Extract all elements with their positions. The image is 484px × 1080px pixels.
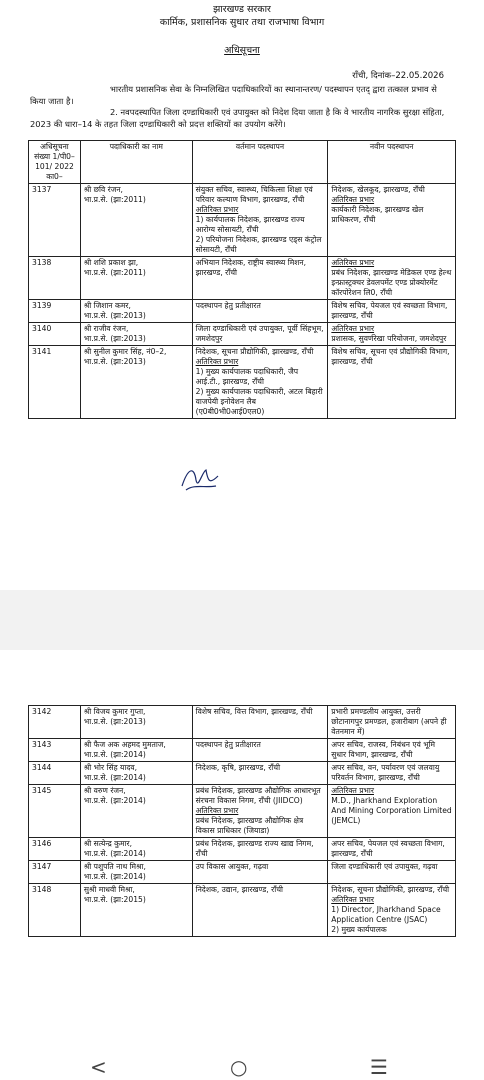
additional-charge-label: अतिरिक्त प्रभार	[331, 786, 374, 795]
officer-name: श्री फैज अक अहमद मुमताज, भा.प्र.से. (झा:2014)	[83, 740, 166, 759]
cell-current-posting	[192, 762, 328, 785]
government-name: झारखण्ड सरकार	[213, 4, 271, 15]
notification-number: 3145	[32, 786, 52, 795]
cell-notification-number	[29, 785, 81, 838]
col-header-number: अधिसूचना संख्या 1/पी0–101/ 2022 का0–	[29, 141, 81, 184]
cell-notification-number	[29, 861, 81, 884]
new-posting: जिला दण्डाधिकारी एवं उपायुक्त, गढ़वा	[331, 862, 438, 871]
cell-officer-name	[80, 739, 192, 762]
officer-name: श्री शशि प्रकाश झा, भा.प्र.से. (झा:2011)	[83, 258, 146, 277]
menu-icon[interactable]: ☰	[370, 1055, 388, 1079]
table-row	[29, 838, 456, 861]
cell-new-posting	[328, 706, 456, 739]
new-posting: प्रभारी प्रमण्डलीय आयुक्त, उत्तरी छोटानागपुर प्रमण्डल, हजारीबाग (अपने ही वेतनमान में)	[331, 707, 447, 736]
notification-number: 3142	[32, 707, 52, 716]
cell-new-posting	[328, 762, 456, 785]
additional-charge-label: अतिरिक्त प्रभार	[195, 205, 239, 214]
cell-notification-number	[29, 838, 81, 861]
additional-charge-label: अतिरिक्त प्रभार	[195, 806, 239, 815]
table-row	[29, 861, 456, 884]
additional-charge-detail: प्रबंध निदेशक, झारखण्ड औद्योगिक क्षेत्र विकास प्राधिकार (जियाडा)	[195, 816, 304, 835]
current-posting: निदेशक, कृषि, झारखण्ड, राँची	[195, 763, 281, 772]
cell-notification-number	[29, 300, 81, 323]
current-posting: निदेशक, सूचना प्रौद्योगिकी, झारखण्ड, राँची	[195, 347, 314, 356]
additional-charge-detail: प्रबंध निदेशक, झारखण्ड मेडिकल एण्ड हेल्थ इन्फ्रास्ट्रक्चर डेवलपमेंट एण्ड प्रोक्योरमेंट कॉरपोरेशन लि0, राँची	[331, 268, 452, 297]
additional-charge-detail: प्रशासक, सुवर्णरेखा परियोजना, जमशेदपुर	[331, 334, 447, 343]
cell-new-posting	[328, 739, 456, 762]
current-posting: प्रबंध निदेशक, झारखण्ड औद्योगिक आधारभूत संरचना विकास निगम, राँची (JIIDCO)	[195, 786, 321, 805]
officer-name: श्री सुनील कुमार सिंह, नं0–2, भा.प्र.से. (झा:2013)	[83, 347, 167, 366]
additional-charge-label: अतिरिक्त प्रभार	[331, 895, 374, 904]
additional-charge-label: अतिरिक्त प्रभार	[331, 195, 375, 204]
new-posting: विशेष सचिव, सूचना एवं प्रौद्योगिकी विभाग, झारखण्ड, राँची	[331, 347, 450, 366]
cell-officer-name	[80, 884, 192, 937]
notification-number: 3144	[32, 763, 52, 772]
current-posting: प्रबंध निदेशक, झारखण्ड राज्य खाद्य निगम, राँची	[195, 839, 314, 858]
cell-new-posting	[328, 838, 456, 861]
cell-officer-name	[80, 300, 192, 323]
table-row	[29, 739, 456, 762]
page-gap	[0, 590, 484, 650]
notification-number: 3139	[32, 301, 52, 310]
notification-number: 3146	[32, 839, 52, 848]
cell-notification-number	[29, 323, 81, 346]
officer-name: श्री राजीव रंजन, भा.प्र.से. (झा:2013)	[83, 324, 146, 343]
transfer-table-page-1	[28, 140, 456, 419]
officer-name: श्री जिशान कमर, भा.प्र.से. (झा:2013)	[83, 301, 146, 320]
cell-new-posting	[328, 184, 456, 257]
cell-officer-name	[80, 323, 192, 346]
transfer-table-page-2	[28, 705, 456, 937]
table-row	[29, 323, 456, 346]
notification-number: 3138	[32, 258, 52, 267]
cell-current-posting	[192, 785, 328, 838]
signature	[180, 462, 220, 494]
current-posting: जिला दण्डाधिकारी एवं उपायुक्त, पूर्वी सिंहभूम, जमशेदपुर	[195, 324, 324, 343]
paragraph-1: भारतीय प्रशासनिक सेवा के निम्नलिखित पदाधिकारियों का स्थानान्तरण/ पदस्थापन एतद् द्वारा तत्काल प्रभाव से किया जाता है।	[30, 84, 437, 106]
cell-notification-number	[29, 706, 81, 739]
notification-date: राँची, दिनांक–22.05.2026	[352, 71, 444, 81]
officer-name: सुश्री माधवी मिश्रा, भा.प्र.से. (झा:2015)	[83, 885, 146, 904]
cell-current-posting	[192, 257, 328, 300]
cell-new-posting	[328, 323, 456, 346]
notification-number: 3141	[32, 347, 52, 356]
cell-current-posting	[192, 346, 328, 419]
cell-new-posting	[328, 884, 456, 937]
notification-number: 3137	[32, 185, 52, 194]
officer-name: श्री पशुपति नाथ मिश्रा, भा.प्र.से. (झा:2014)	[83, 862, 146, 881]
cell-officer-name	[80, 184, 192, 257]
officer-name: श्री भोर सिंह यादव, भा.प्र.से. (झा:2014)	[83, 763, 146, 782]
cell-officer-name	[80, 706, 192, 739]
cell-notification-number	[29, 184, 81, 257]
additional-charge-label: अतिरिक्त प्रभार	[331, 324, 375, 333]
additional-charge-label: अतिरिक्त प्रभार	[195, 357, 239, 366]
cell-officer-name	[80, 785, 192, 838]
cell-current-posting	[192, 184, 328, 257]
home-icon[interactable]: ○	[230, 1055, 248, 1079]
notification-number: 3140	[32, 324, 52, 333]
current-posting: उप विकास आयुक्त, गढ़वा	[195, 862, 269, 871]
notification-title: अधिसूचना	[224, 45, 260, 56]
android-navigation-bar	[0, 1050, 484, 1080]
table-row	[29, 257, 456, 300]
department-name: कार्मिक, प्रशासनिक सुधार तथा राजभाषा विभाग	[159, 17, 325, 28]
notification-number: 3143	[32, 740, 52, 749]
document-page-2	[0, 650, 484, 1050]
current-posting: पदस्थापन हेतु प्रतीक्षारत	[195, 740, 261, 749]
cell-notification-number	[29, 346, 81, 419]
current-posting: विशेष सचिव, वित्त विभाग, झारखण्ड, राँची	[195, 707, 313, 716]
new-posting: निदेशक, खेलकूद, झारखण्ड, राँची	[331, 185, 425, 194]
table-row	[29, 346, 456, 419]
table-row	[29, 762, 456, 785]
additional-charge-detail: कार्यकारी निदेशक, झारखण्ड खेल प्राधिकरण, राँची	[331, 205, 424, 224]
current-posting: निदेशक, उद्यान, झारखण्ड, राँची	[195, 885, 283, 894]
additional-charge-detail: 1) Director, Jharkhand Space Application Centre (JSAC) 2) मुख्य कार्यपालक	[331, 905, 441, 934]
cell-current-posting	[192, 739, 328, 762]
cell-new-posting	[328, 300, 456, 323]
table-row	[29, 184, 456, 257]
cell-current-posting	[192, 838, 328, 861]
cell-new-posting	[328, 346, 456, 419]
col-header-new-posting: नवीन पदस्थापन	[328, 141, 456, 184]
cell-current-posting	[192, 300, 328, 323]
new-posting: विशेष सचिव, पेयजल एवं स्वच्छता विभाग, झारखण्ड, राँची	[331, 301, 448, 320]
current-posting: अभियान निदेशक, राष्ट्रीय स्वास्थ्य मिशन, झारखण्ड, राँची	[195, 258, 307, 277]
notification-number: 3148	[32, 885, 52, 894]
cell-new-posting	[328, 257, 456, 300]
current-posting: संयुक्त सचिव, स्वास्थ्य, चिकित्सा शिक्षा एवं परिवार कल्याण विभाग, झारखण्ड, राँची	[195, 185, 313, 204]
additional-charge-detail: 1) मुख्य कार्यपालक पदाधिकारी, जैप आई.टी., झारखण्ड, राँची 2) मुख्य कार्यपालक पदाधिकारी, अटल बिहारी वाजपेयी इनोवेशन लैब (ए0बी0भी0आई0एल0)	[195, 367, 323, 416]
cell-current-posting	[192, 323, 328, 346]
cell-notification-number	[29, 739, 81, 762]
new-posting: निदेशक, सूचना प्रौद्योगिकी, झारखण्ड, राँची	[331, 885, 450, 894]
cell-officer-name	[80, 762, 192, 785]
cell-officer-name	[80, 838, 192, 861]
officer-name: श्री वरुण रंजन, भा.प्र.से. (झा:2014)	[83, 786, 146, 805]
cell-officer-name	[80, 346, 192, 419]
table-row	[29, 706, 456, 739]
cell-notification-number	[29, 884, 81, 937]
table-row	[29, 884, 456, 937]
back-icon[interactable]: <	[90, 1055, 107, 1079]
col-header-current-posting: वर्तमान पदस्थापन	[192, 141, 328, 184]
new-posting: अपर सचिव, पेयजल एवं स्वच्छता विभाग, झारखण्ड, राँची	[331, 839, 445, 858]
paragraph-2: 2. नवपदस्थापित जिला दण्डाधिकारी एवं उपायुक्त को निदेश दिया जाता है कि वे भारतीय नागरिक सुरक्षा संहिता, 2023 की धारा–14 के तहत जिला दण्डाधिकारी को प्रदत्त शक्तियों का उपयोग करेंगे।	[30, 107, 445, 129]
cell-officer-name	[80, 257, 192, 300]
cell-new-posting	[328, 785, 456, 838]
notification-number: 3147	[32, 862, 52, 871]
officer-name: श्री विजय कुमार गुप्ता, भा.प्र.से. (झा:2013)	[83, 707, 146, 726]
table-row	[29, 785, 456, 838]
cell-notification-number	[29, 762, 81, 785]
cell-officer-name	[80, 861, 192, 884]
table-row	[29, 300, 456, 323]
additional-charge-detail: 1) कार्यपालक निदेशक, झारखण्ड राज्य आरोग्य सोसायटी, राँची 2) परियोजना निदेशक, झारखण्ड एड्स कंट्रोल सोसायटी, राँची	[195, 215, 322, 254]
table-header-row	[29, 141, 456, 184]
officer-name: श्री छवि रंजन, भा.प्र.से. (झा:2011)	[83, 185, 146, 204]
cell-current-posting	[192, 706, 328, 739]
current-posting: पदस्थापन हेतु प्रतीक्षारत	[195, 301, 261, 310]
officer-name: श्री सत्येन्द्र कुमार, भा.प्र.से. (झा:2014)	[83, 839, 146, 858]
new-posting: अपर सचिव, राजस्व, निबंधन एवं भूमि सुधार विभाग, झारखण्ड, राँची	[331, 740, 436, 759]
cell-current-posting	[192, 884, 328, 937]
additional-charge-label: अतिरिक्त प्रभार	[331, 258, 375, 267]
cell-notification-number	[29, 257, 81, 300]
cell-current-posting	[192, 861, 328, 884]
col-header-name: पदाधिकारी का नाम	[80, 141, 192, 184]
new-posting: अपर सचिव, वन, पर्यावरण एवं जलवायु परिवर्तन विभाग, झारखण्ड, राँची	[331, 763, 440, 782]
additional-charge-detail: M.D., Jharkhand Exploration And Mining Corporation Limited (JEMCL)	[331, 796, 452, 825]
cell-new-posting	[328, 861, 456, 884]
